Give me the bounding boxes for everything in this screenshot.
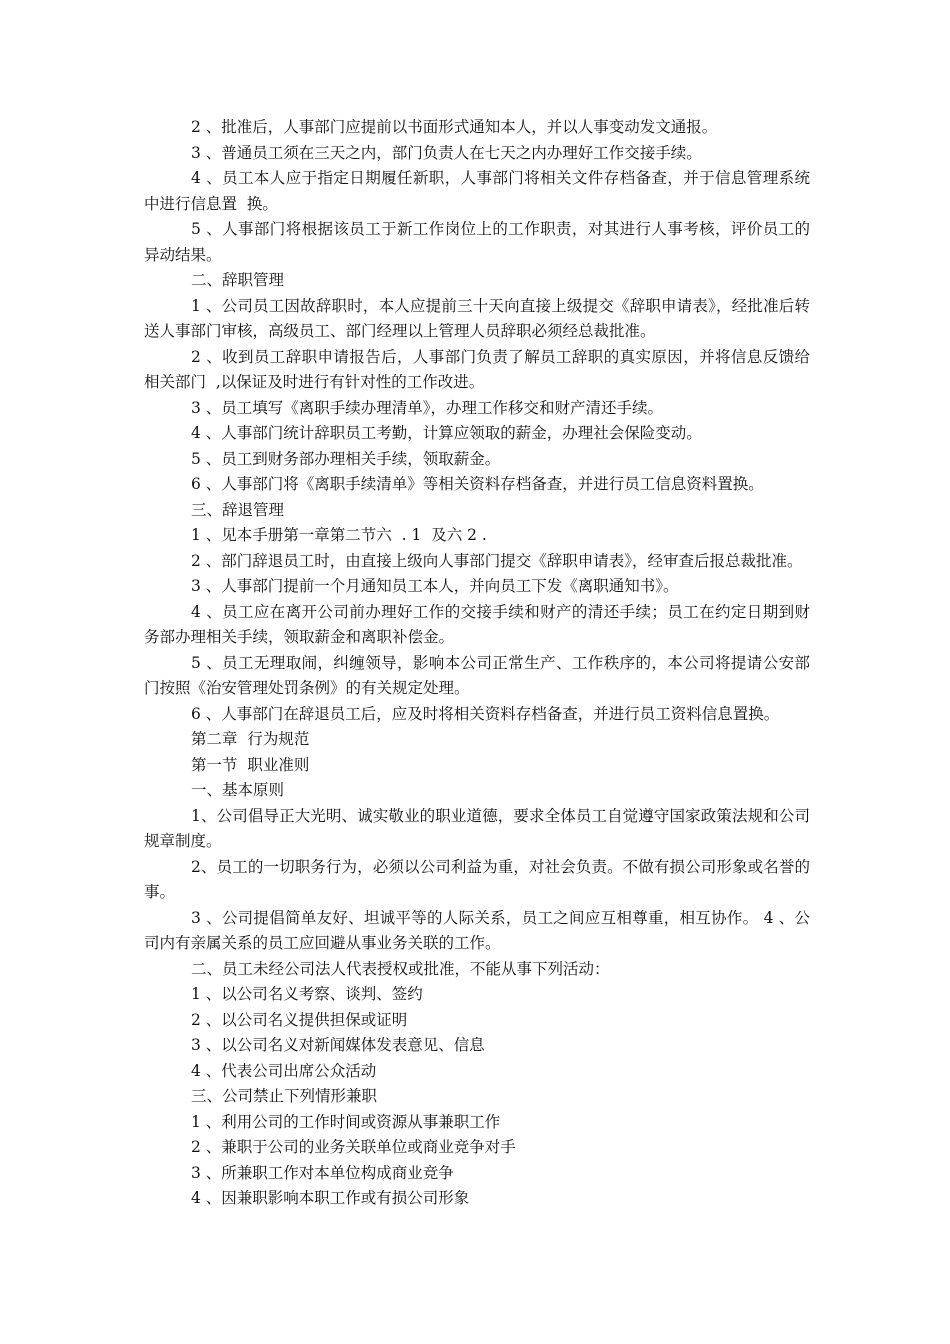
- section-heading: 第一节 职业准则: [191, 755, 310, 774]
- paragraph: 6 、人事部门将《离职手续清单》等相关资料存档备查，并进行员工信息资料置换。: [191, 475, 764, 493]
- section-heading: 三、公司禁止下列情形兼职: [191, 1087, 378, 1105]
- paragraph: 3 、人事部门提前一个月通知员工本人，并向员工下发《离职通知书》。: [191, 577, 679, 595]
- paragraph: 3 、普通员工须在三天之内，部门负责人在七天之内办理好工作交接手续。: [191, 143, 702, 162]
- document-page: [144, 115, 810, 1212]
- paragraph: 5 、人事部门将根据该员工于新工作岗位上的工作职责，对其进行人事考核，评价员工的异动结果。: [144, 220, 810, 264]
- paragraph: 4 、人事部门统计辞职员工考勤，计算应领取的薪金，办理社会保险变动。: [191, 424, 702, 442]
- list-item: 4 、因兼职影响本职工作或有损公司形象: [191, 1189, 470, 1207]
- list-item: 1 、利用公司的工作时间或资源从事兼职工作: [191, 1112, 501, 1131]
- paragraph: 1 、公司员工因故辞职时，本人应提前三十天向直接上级提交《辞职申请表》，经批准后转送人事部门审核，高级员工、部门经理以上管理人员辞职必须经总裁批准。: [144, 296, 810, 340]
- list-item: 3 、所兼职工作对本单位构成商业竞争: [191, 1163, 454, 1182]
- section-heading: 二、辞职管理: [191, 271, 285, 289]
- paragraph: 1、公司倡导正大光明、诚实敬业的职业道德，要求全体员工自觉遵守国家政策法规和公司规章制度。: [144, 806, 810, 850]
- paragraph: 4 、员工应在离开公司前办理好工作的交接手续和财产的清还手续；员工在约定日期到财务部办理相关手续，领取薪金和离职补偿金。: [144, 602, 810, 646]
- paragraph: 2 、批准后，人事部门应提前以书面形式通知本人，并以人事变动发文通报。: [191, 118, 718, 136]
- paragraph: 2、员工的一切职务行为，必须以公司利益为重，对社会负责。不做有损公司形象或名誉的事。: [144, 857, 810, 901]
- list-item: 4 、代表公司出席公众活动: [191, 1061, 377, 1080]
- chapter-heading: 第二章 行为规范: [191, 730, 310, 748]
- paragraph: 1 、见本手册第一章第二节六 . 1 及六 2 .: [191, 526, 487, 544]
- paragraph: 5 、员工到财务部办理相关手续，领取薪金。: [191, 449, 501, 468]
- paragraph: 2 、部门辞退员工时，由直接上级向人事部门提交《辞职申请表》，经审查后报总裁批准。: [191, 551, 803, 570]
- paragraph: 5 、员工无理取闹，纠缠领导，影响本公司正常生产、工作秩序的，本公司将提请公安部门按照《治安管理处罚条例》的有关规定处理。: [144, 653, 810, 697]
- section-heading: 一、基本原则: [191, 781, 285, 799]
- paragraph: 4 、员工本人应于指定日期履任新职，人事部门将相关文件存档备查，并于信息管理系统中进行信息置 换。: [144, 169, 810, 213]
- paragraph: 3 、员工填写《离职手续办理清单》，办理工作移交和财产清还手续。: [191, 398, 664, 417]
- paragraph: 2 、收到员工辞职申请报告后，人事部门负责了解员工辞职的真实原因，并将信息反馈给相关部门 ,以保证及时进行有针对性的工作改进。: [144, 347, 810, 391]
- section-heading: 三、辞退管理: [191, 500, 285, 519]
- section-heading: 二、员工未经公司法人代表授权或批准，不能从事下列活动：: [191, 959, 610, 978]
- list-item: 2 、兼职于公司的业务关联单位或商业竞争对手: [191, 1138, 516, 1156]
- list-item: 1 、以公司名义考察、谈判、签约: [191, 985, 423, 1003]
- paragraph: 6 、人事部门在辞退员工后，应及时将相关资料存档备查，并进行员工资料信息置换。: [191, 704, 780, 723]
- list-item: 3 、以公司名义对新闻媒体发表意见、信息: [191, 1036, 485, 1054]
- list-item: 2 、以公司名义提供担保或证明: [191, 1010, 408, 1029]
- paragraph: 3 、公司提倡简单友好、坦诚平等的人际关系，员工之间应互相尊重，相互协作。 4 、公司内有亲属关系的员工应回避从事业务关联的工作。: [144, 908, 810, 952]
